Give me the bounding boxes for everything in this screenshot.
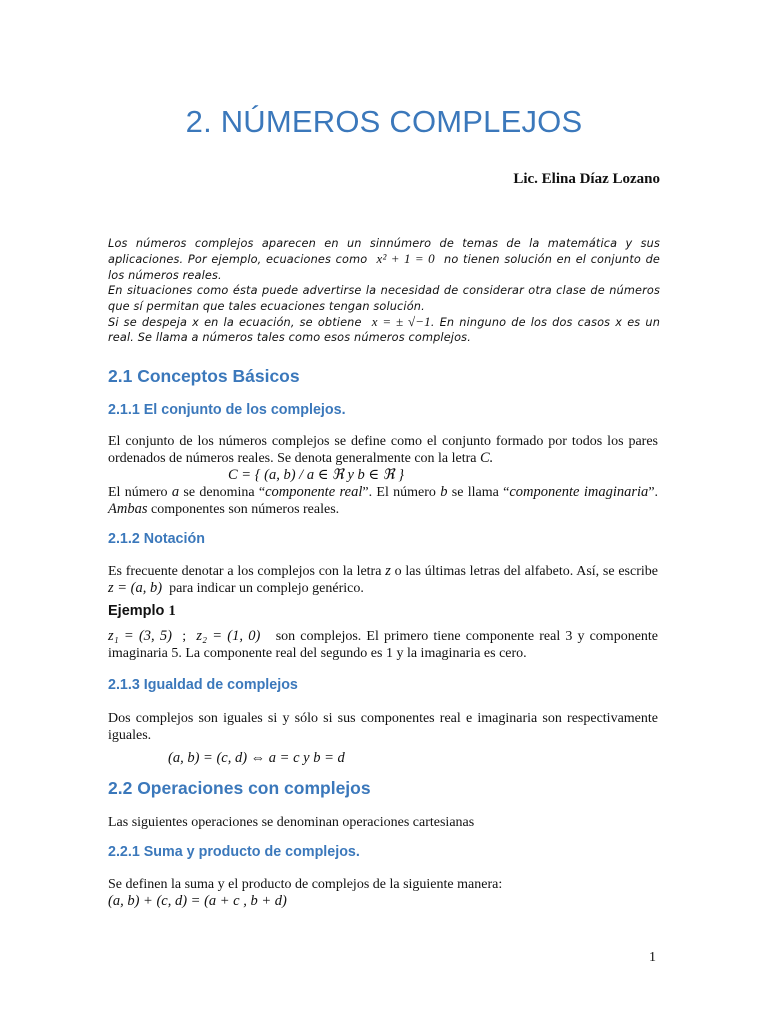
var-b: b <box>440 484 448 500</box>
example-number: 1 <box>168 603 176 619</box>
subsection-heading-2-1-2: 2.1.2 Notación <box>108 531 205 547</box>
section-2-2-1-body <box>108 876 658 910</box>
term-imaginary: componente imaginaria <box>509 484 649 500</box>
paragraph <box>108 484 658 518</box>
equation: z₂ = (1, 0) <box>196 628 261 644</box>
text: para indicar un complejo genérico. <box>169 581 364 596</box>
section-2-1-1-body <box>108 433 658 518</box>
term-real: componente real <box>265 484 363 500</box>
intro-text-a: Los números complejos aparecen en un sinnúmero de temas de la matemática y sus aplicaciones. Por ejemplo, ecuaciones como <box>108 237 660 267</box>
formula-line <box>108 744 658 767</box>
intro-text-b: en la ecuación, se obtiene <box>204 316 362 330</box>
intro-paragraph <box>108 236 660 283</box>
text: ”. <box>648 485 659 500</box>
letter-c: C. <box>480 450 494 466</box>
intro-text-c: . En ninguno de los dos casos <box>430 316 611 330</box>
text: El conjunto de los números complejos se define como el conjunto formado por todos los pares ordenados de números reales. Se denota generalmente con la letra <box>108 434 658 466</box>
example-label: Ejemplo <box>108 603 165 619</box>
sum-formula: (a, b) + (c, d) = (a + c , b + d) <box>108 893 287 909</box>
text: se denomina “ <box>183 485 266 500</box>
example-body <box>108 628 658 662</box>
text: El número <box>108 485 168 500</box>
var-x: x <box>192 316 200 330</box>
text: o las últimas letras del alfabeto. Así, se escribe <box>394 564 658 579</box>
page-number: 1 <box>649 950 656 965</box>
intro-text <box>108 236 660 346</box>
equation: z = (a, b) <box>108 580 163 596</box>
subsection-heading-2-2-1: 2.2.1 Suma y producto de complejos. <box>108 844 360 860</box>
text: ”. El número <box>362 485 436 500</box>
section-2-2-body: Las siguientes operaciones se denominan operaciones cartesianas <box>108 815 475 830</box>
paragraph: Dos complejos son iguales si y sólo si sus componentes real e imaginaria son respectivamente iguales. <box>108 711 658 743</box>
equation: x = ± √−1 <box>371 314 431 330</box>
page-title: 2. NÚMEROS COMPLEJOS <box>185 104 583 139</box>
var-x: x <box>615 316 623 330</box>
section-heading-2-2: 2.2 Operaciones con complejos <box>108 778 371 798</box>
example-heading <box>108 603 176 620</box>
section-2-1-3-body <box>108 710 658 767</box>
section-heading-2-1: 2.1 Conceptos Básicos <box>108 366 300 386</box>
var-z: z <box>385 563 391 579</box>
var-a: a <box>171 484 180 500</box>
paragraph: Se definen la suma y el producto de complejos de la siguiente manera: <box>108 877 503 892</box>
text: se llama “ <box>451 485 510 500</box>
intro-paragraph <box>108 314 660 346</box>
intro-text-b: no tienen solución en el conjunto de los números reales. <box>108 253 661 282</box>
text: son complejos. El primero tiene componente real 3 y componente imaginaria 5. La componente real del segundo es 1 y la imaginaria es cero. <box>108 629 659 661</box>
text: componentes son números reales. <box>150 502 340 517</box>
formula-line <box>108 893 658 910</box>
equation: x² + 1 = 0 <box>376 251 435 267</box>
set-formula: C = { (a, b) / a ∈ ℜ y b ∈ ℜ } <box>228 467 404 483</box>
paragraph <box>108 433 658 467</box>
text: Es frecuente denotar a los complejos con la letra <box>108 564 382 579</box>
separator: ; <box>182 629 187 644</box>
intro-paragraph: En situaciones como ésta puede advertirse la necesidad de considerar otra clase de números que sí permitan que tales ecuaciones tengan solución. <box>108 284 660 313</box>
author: Lic. Elina Díaz Lozano <box>513 171 660 187</box>
formula-line <box>108 467 658 484</box>
equation: z₁ = (3, 5) <box>108 628 172 644</box>
equality-formula: (a, b) = (c, d) ⇔ a = c y b = d <box>168 750 345 766</box>
subsection-heading-2-1-1: 2.1.1 El conjunto de los complejos. <box>108 402 346 418</box>
paragraph <box>108 628 658 662</box>
intro-text-d: es un real. Se llama a números tales como esos números complejos. <box>108 316 660 345</box>
word-ambas: Ambas <box>108 501 148 517</box>
subsection-heading-2-1-3: 2.1.3 Igualdad de complejos <box>108 677 298 693</box>
intro-text-a: Si se despeja <box>108 316 188 330</box>
section-2-1-2-body <box>108 563 658 597</box>
paragraph <box>108 563 658 597</box>
